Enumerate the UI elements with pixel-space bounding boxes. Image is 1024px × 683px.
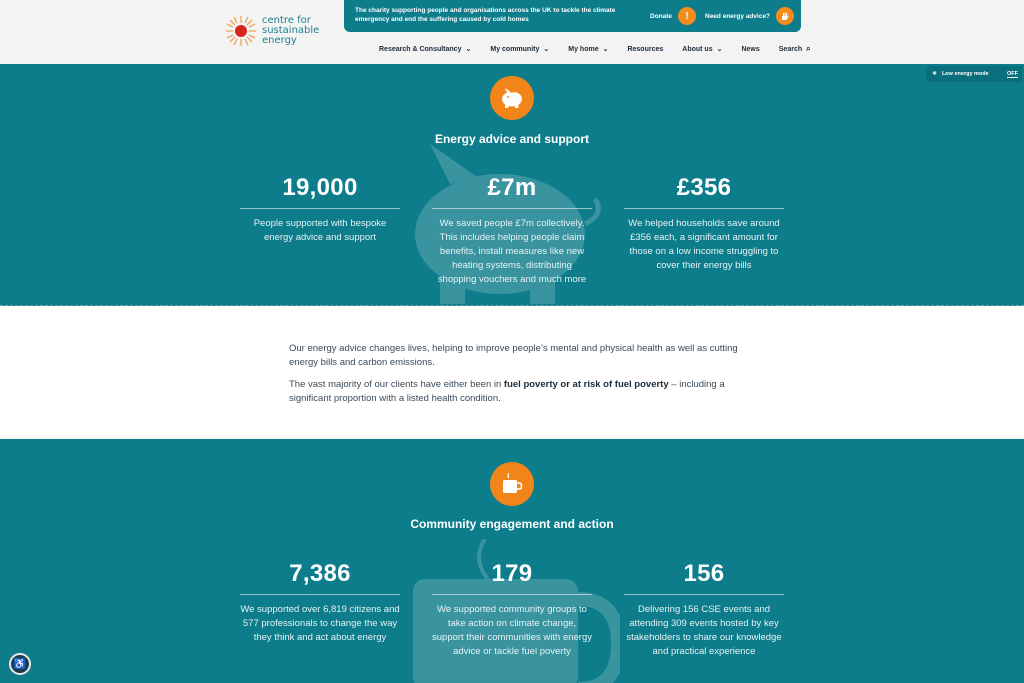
nav-label: News — [741, 45, 760, 53]
stat-card — [240, 174, 400, 245]
low-energy-mode-toggle[interactable] — [926, 66, 1022, 82]
stat-value: 179 — [491, 560, 533, 587]
stat-card — [432, 174, 592, 287]
divider — [624, 208, 784, 209]
nav-about-us[interactable] — [682, 44, 722, 54]
piggy-bank-icon — [499, 87, 525, 109]
logo-sun-icon — [224, 14, 258, 48]
chevron-down-icon: ⌄ — [465, 46, 472, 53]
nav-label: About us — [682, 45, 713, 53]
stat-value: 19,000 — [282, 174, 358, 201]
nav-label: Resources — [627, 45, 664, 53]
section-icon — [490, 462, 534, 506]
divider — [432, 208, 592, 209]
section-title: Community engagement and action — [410, 517, 614, 531]
nav-label: Research & Consultancy — [379, 45, 462, 53]
nav-news[interactable] — [741, 44, 759, 54]
logo-wordmark — [262, 16, 319, 46]
nav-resources[interactable] — [627, 44, 663, 54]
divider — [240, 594, 400, 595]
search-icon: ⌕ — [806, 44, 811, 53]
nav-label: My home — [568, 45, 599, 53]
divider — [624, 594, 784, 595]
energy-mode-label: Low energy mode — [941, 71, 989, 77]
section-title: Energy advice and support — [434, 132, 590, 146]
text-span: The vast majority of our clients have either been in — [289, 379, 504, 390]
stat-description: Delivering 156 CSE events and attending 309 events hosted by key stakeholders to share our knowledge and practical experience — [626, 604, 782, 657]
chevron-down-icon: ⌄ — [543, 46, 550, 53]
chevron-down-icon: ⌄ — [602, 46, 609, 53]
stat-value: £7m — [487, 174, 537, 201]
top-banner — [344, 0, 801, 32]
stat-description: We supported community groups to take action on climate change, support their communities with energy advice or tackle fuel poverty — [432, 604, 592, 657]
chevron-down-icon: ⌄ — [716, 46, 723, 53]
main-nav — [379, 44, 811, 54]
logo-line: sustainable — [262, 25, 320, 36]
stat-value: 7,386 — [289, 560, 351, 587]
stat-description: We helped households save around £356 each, a significant amount for those on a low income struggling to cover their energy bills — [628, 218, 780, 271]
nav-label: My community — [490, 45, 540, 53]
nav-my-community[interactable] — [490, 44, 549, 54]
divider — [432, 594, 592, 595]
stat-description: We saved people £7m collectively. This includes helping people claim benefits, install measures like new heating systems, distributing shopping vouchers and much more — [437, 218, 587, 285]
accessibility-button[interactable] — [9, 653, 31, 675]
stat-card — [624, 560, 784, 659]
stat-card — [240, 560, 400, 645]
logo-line: centre for — [262, 15, 311, 26]
paragraph: Our energy advice changes lives, helping to improve people’s mental and physical health as well as cutting energy bills and carbon emissions. — [289, 343, 738, 368]
accessibility-icon: ♿ — [13, 658, 27, 670]
mug-icon — [499, 472, 525, 496]
stat-card — [432, 560, 592, 659]
logo-line: energy — [262, 35, 297, 46]
site-header — [0, 0, 1024, 64]
energy-advice-label: Need energy advice? — [705, 12, 771, 20]
community-engagement-section — [0, 439, 1024, 683]
hand-icon — [776, 7, 794, 25]
paragraph — [289, 378, 739, 406]
donate-icon: ! — [678, 7, 696, 25]
energy-mode-state: OFF — [1007, 70, 1018, 77]
section-icon — [490, 76, 534, 120]
nav-research-consultancy[interactable] — [379, 44, 471, 54]
donate-button[interactable] — [650, 7, 696, 25]
stat-description: We supported over 6,819 citizens and 577 professionals to change the way they think and act about energy — [240, 604, 400, 643]
stat-description: People supported with bespoke energy advice and support — [253, 218, 387, 243]
logo[interactable] — [224, 14, 319, 48]
divider — [240, 208, 400, 209]
stat-value: £356 — [676, 174, 732, 201]
energy-advice-button[interactable] — [705, 7, 794, 25]
section-divider — [0, 305, 1024, 306]
energy-advice-section — [0, 64, 1024, 306]
search-label: Search — [778, 45, 803, 53]
search-button[interactable] — [779, 44, 811, 54]
stat-card — [624, 174, 784, 273]
donate-label: Donate — [650, 12, 673, 20]
text-span: – including a significant proportion with a listed health condition. — [289, 379, 725, 404]
tagline: The charity supporting people and organisations across the UK to tackle the climate emergency and end the suffering caused by cold homes — [355, 7, 616, 23]
intro-text — [289, 342, 739, 414]
energy-mode-icon: ☀ — [932, 71, 937, 77]
stat-value: 156 — [683, 560, 725, 587]
nav-my-home[interactable] — [568, 44, 608, 54]
emphasis-text: fuel poverty or at risk of fuel poverty — [503, 379, 669, 390]
